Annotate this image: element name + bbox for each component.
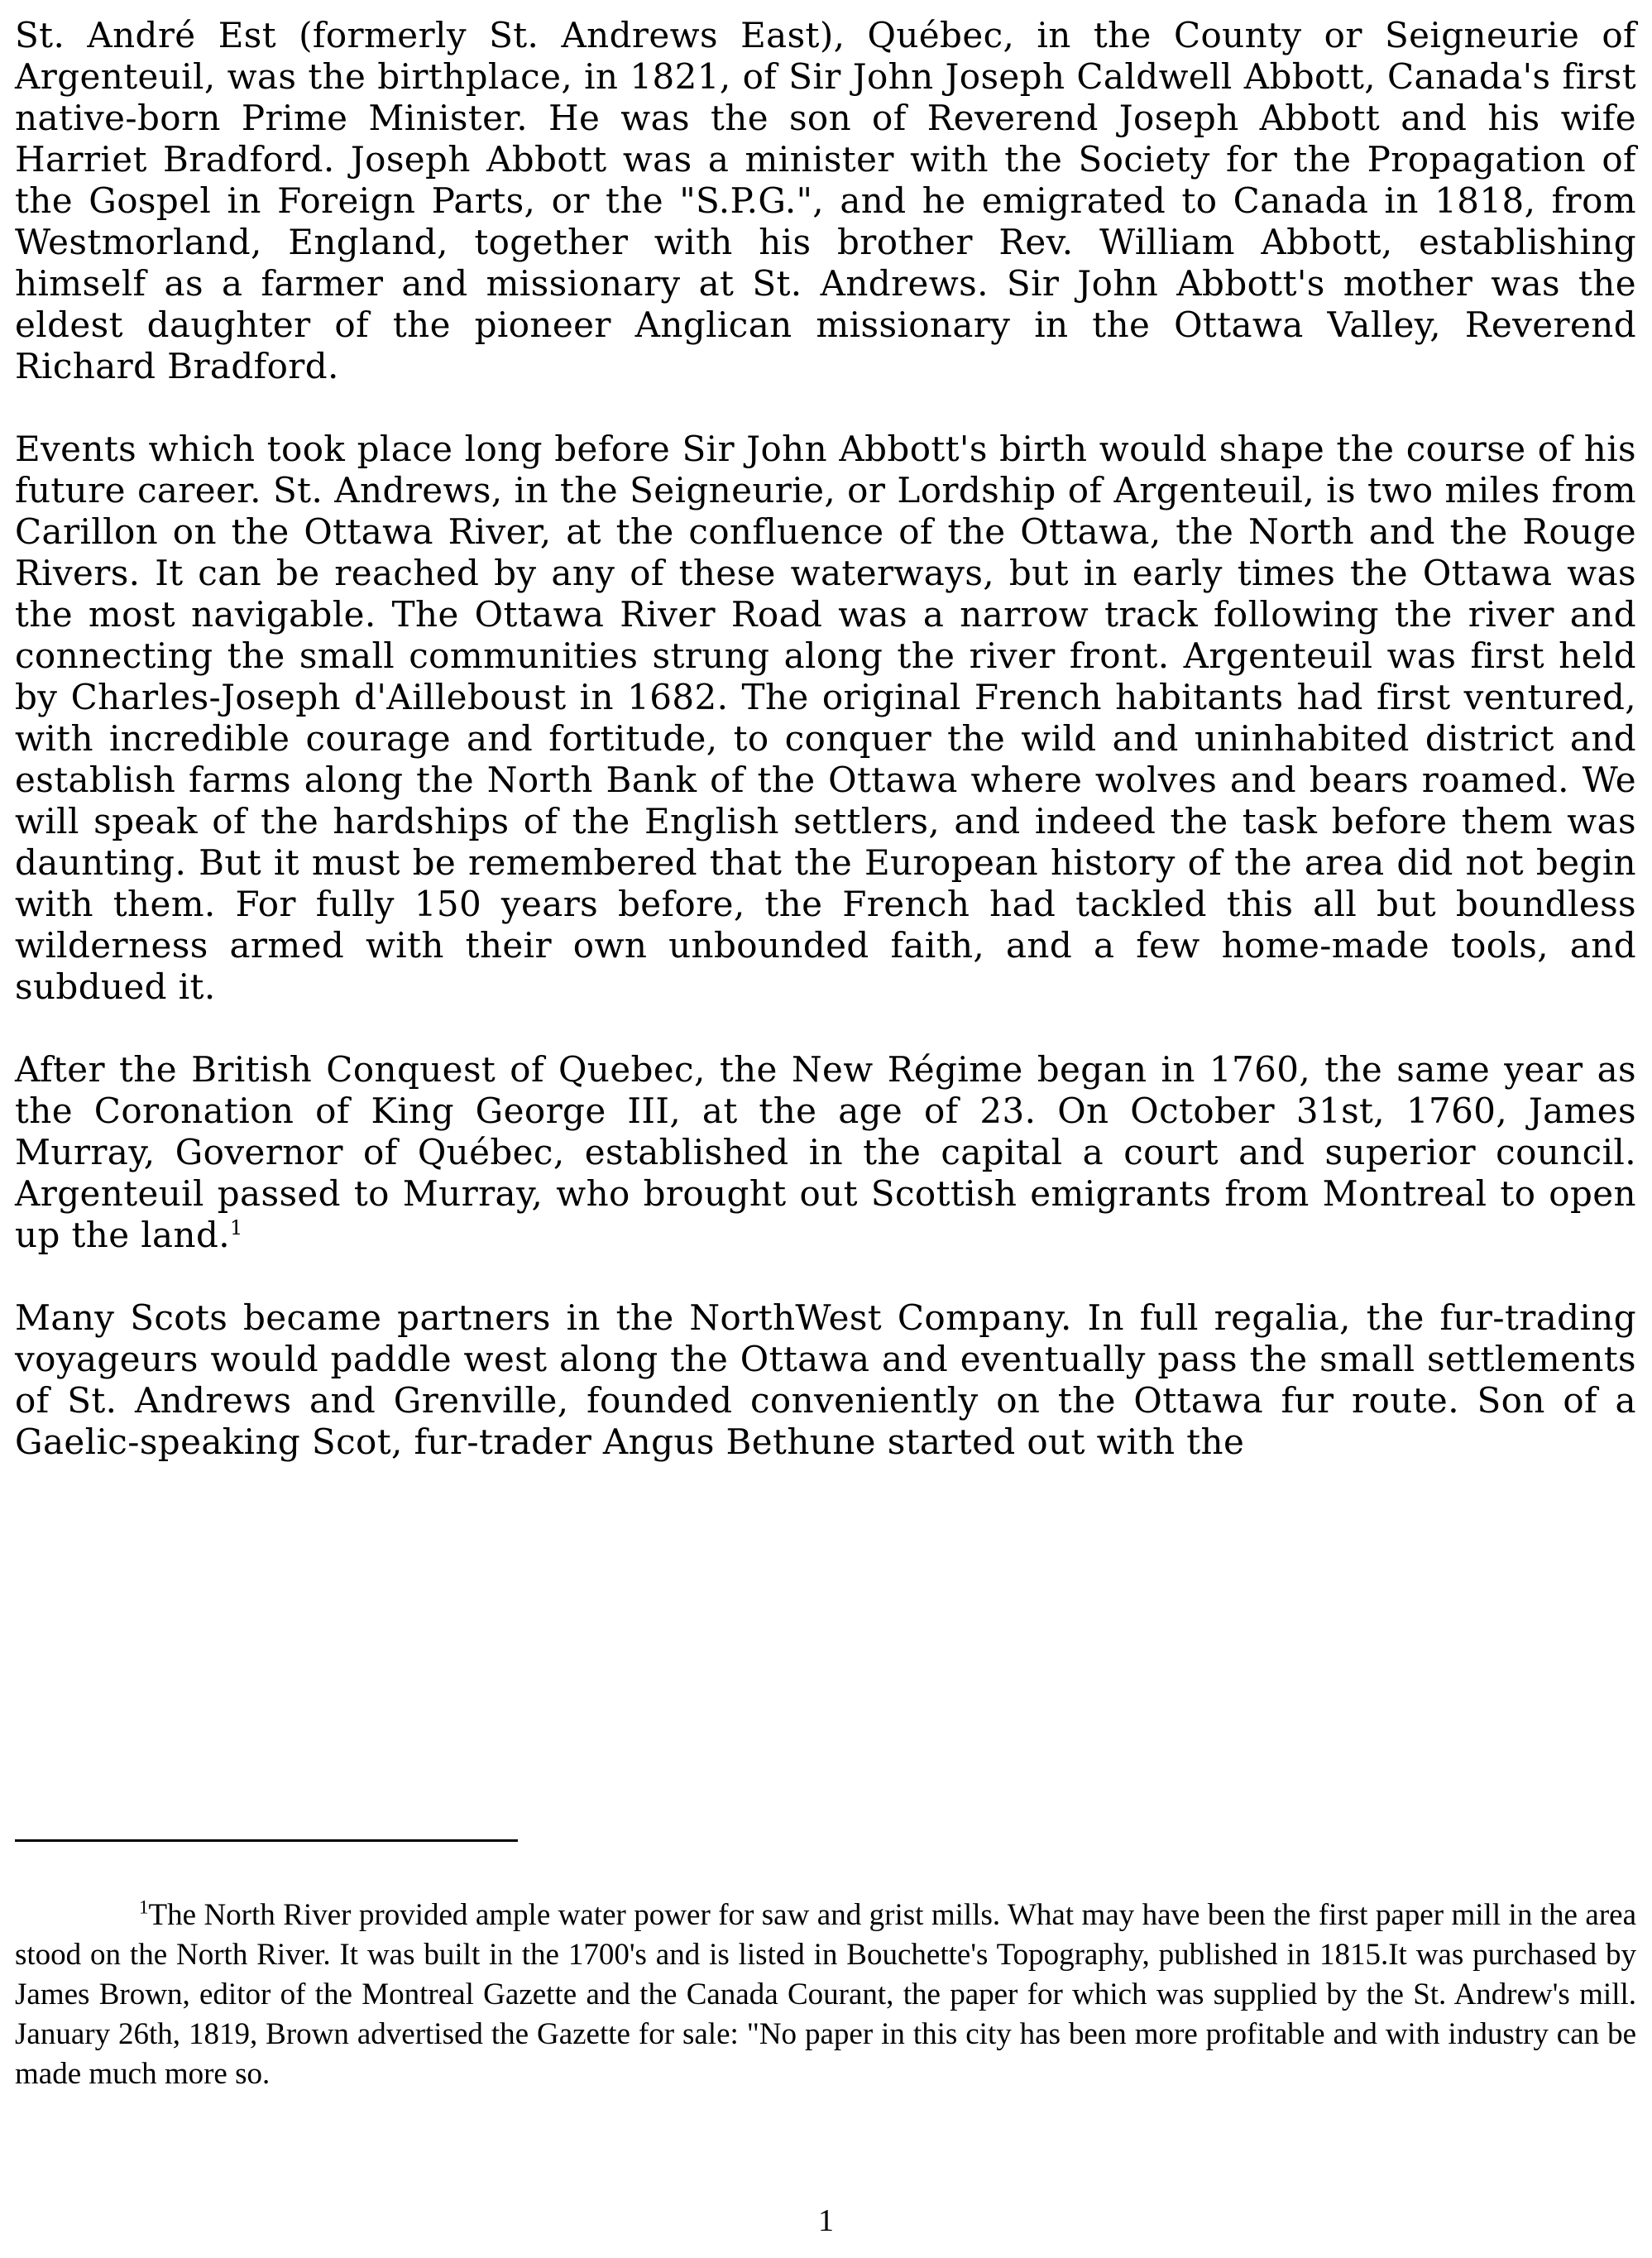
footnote-divider [15, 1839, 518, 1842]
footnote-number: 1 [139, 1896, 149, 1918]
page-number: 1 [818, 2203, 834, 2238]
footnote-reference: 1 [229, 1216, 243, 1239]
paragraph-british-conquest-text: After the British Conquest of Quebec, the New Régime began in 1760, the same year as the Coronation of King George III, at the age of 23. On October 31st, 1760, James Murray, Governor of Québec, established in the capital a court and superior council. Argenteuil passed to Murray, who brought out Scottish emigrants from Montreal to open up the land. [15, 1049, 1636, 1255]
paragraph-argenteuil-history: Events which took place long before Sir John Abbott's birth would shape the course of his future career. St. Andrews, in the Seigneurie, or Lordship of Argenteuil, is two miles from Carillon on the Ottawa River, at the confluence of the Ottawa, the North and the Rouge Rivers. It can be reached by any of these waterways, but in early times the Ottawa was the most navigable. The Ottawa River Road was a narrow track following the river and connecting the small communities strung along the river front. Argenteuil was first held by Charles-Joseph d'Ailleboust in 1682. The original French habitants had first ventured, with incredible courage and fortitude, to conquer the wild and uninhabited district and establish farms along the North Bank of the Ottawa where wolves and bears roamed. We will speak of the hardships of the English settlers, and indeed the task before them was daunting. But it must be remembered that the European history of the area did not begin with them. For fully 150 years before, the French had tackled this all but boundless wilderness armed with their own unbounded faith, and a few home-made tools, and subdued it. [15, 429, 1636, 1007]
body-text [15, 15, 1636, 1463]
footnote-text: The North River provided ample water power for saw and grist mills. What may have been the first paper mill in the area stood on the North River. It was built in the 1700's and is listed in Bouchette's Topography, published in 1815.It was purchased by James Brown, editor of the Montreal Gazette and the Canada Courant, the paper for which was supplied by the St. Andrew's mill. January 26th, 1819, Brown advertised the Gazette for sale: "No paper in this city has been more profitable and with industry can be made much more so. [15, 1898, 1636, 2091]
paragraph-abbott-birthplace: St. André Est (formerly St. Andrews East), Québec, in the County or Seigneurie of Argenteuil, was the birthplace, in 1821, of Sir John Joseph Caldwell Abbott, Canada's first native-born Prime Minister. He was the son of Reverend Joseph Abbott and his wife Harriet Bradford. Joseph Abbott was a minister with the Society for the Propagation of the Gospel in Foreign Parts, or the "S.P.G.", and he emigrated to Canada in 1818, from Westmorland, England, together with his brother Rev. William Abbott, establishing himself as a farmer and missionary at St. Andrews. Sir John Abbott's mother was the eldest daughter of the pioneer Anglican missionary in the Ottawa Valley, Reverend Richard Bradford. [15, 15, 1636, 386]
paragraph-northwest-company: Many Scots became partners in the NorthWest Company. In full regalia, the fur-trading voyageurs would paddle west along the Ottawa and eventually pass the small settlements of St. Andrews and Grenville, founded conveniently on the Ottawa fur route. Son of a Gaelic-speaking Scot, fur-trader Angus Bethune started out with the [15, 1297, 1636, 1462]
paragraph-british-conquest [15, 1049, 1636, 1256]
footnote [15, 1896, 1636, 2094]
